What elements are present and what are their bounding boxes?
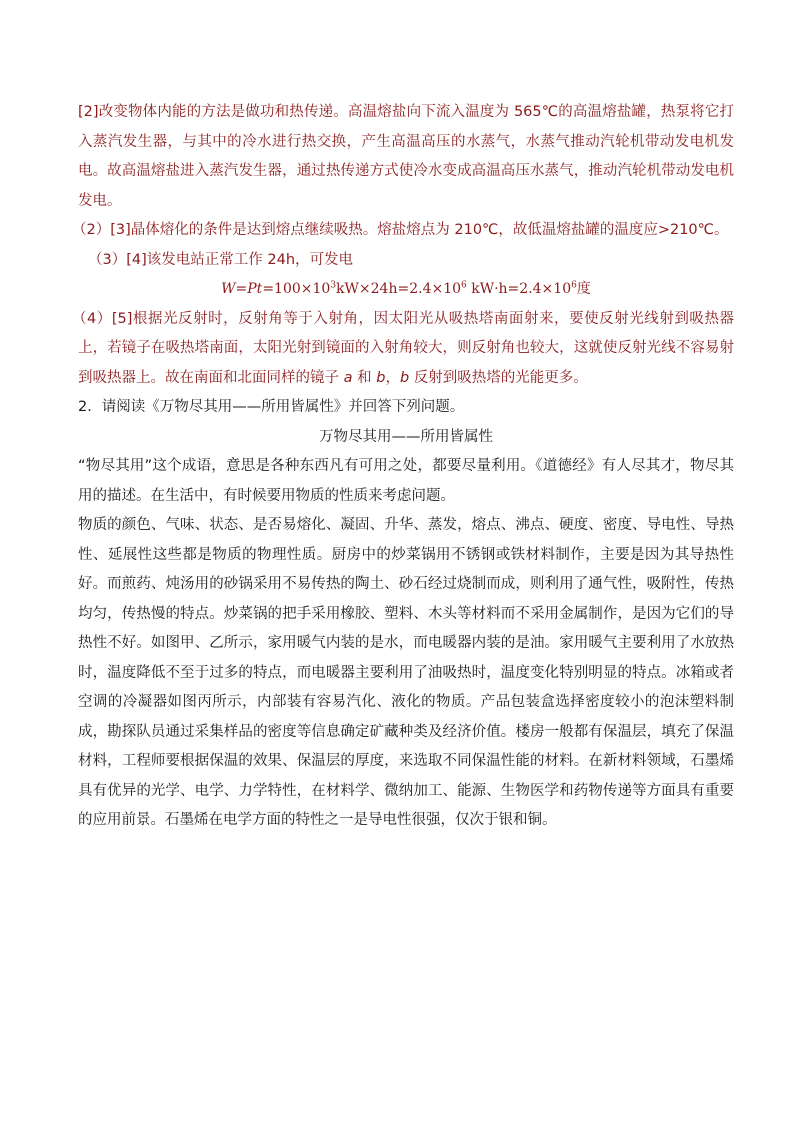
article-paragraph-1: “物尽其用”这个成语，意思是各种东西凡有可用之处，都要尽量利用。《道德经》有人尽其才，物尽其用的描述。在生活中，有时候要用物质的性质来考虑问题。 <box>78 458 734 504</box>
mirror-a-label: a <box>343 369 353 386</box>
answer-paragraph-5 <box>72 305 734 394</box>
answer-paragraph-5-comma: ， <box>385 369 400 386</box>
answer-paragraph-5-text: （4）[5]根据光反射时，反射角等于入射角，因太阳光从吸热塔南面射来，要使反射光线射到吸热器上，若镜子在吸热塔南面，太阳光射到镜面的入射角较大，则反射角也较大，这就使反射光线不容易射到吸热器上。故在南面和北面同样的镜子 <box>72 310 734 386</box>
answer-paragraph-4: （3）[4]该发电站正常工作 24h，可发电 <box>88 251 354 268</box>
page-content <box>72 98 734 836</box>
mirror-b-label: b <box>376 369 386 386</box>
answer-paragraph-5-and: 和 <box>352 369 377 386</box>
formula-part1: =100×10 <box>262 281 331 297</box>
formula-part2: kW×24h=2.4×10 <box>336 281 462 297</box>
formula-part3: kW·h=2.4×10 <box>466 281 572 297</box>
article-paragraph-2: 物质的颜色、气味、状态、是否易熔化、凝固、升华、蒸发，熔点、沸点、硬度、密度、导电性、导热性、延展性这些都是物质的物理性质。厨房中的炒菜锅用不锈钢或铁材料制作，主要是因为其导热性好。而煎药、炖汤用的砂锅采用不易传热的陶土、砂石经过烧制而成，则利用了通气性，吸附性，传热均匀，传热慢的特点。炒菜锅的把手采用橡胶、塑料、木头等材料而不采用金属制作，是因为它们的导热性不好。如图甲、乙所示，家用暖气内装的是水，而电暖器内装的是油。家用暖气主要利用了水放热时，温度降低不至于过多的特点，而电暖器主要利用了油吸热时，温度变化特别明显的特点。冰箱或者空调的冷凝器如图丙所示，内部装有容易汽化、液化的物质。产品包装盒选择密度较小的泡沫塑料制成，勘探队员通过采集样品的密度等信息确定矿藏种类及经济价值。楼房一般都有保温层，填充了保温材料，工程师要根据保温的效果、保温层的厚度，来选取不同保温性能的材料。在新材料领域，石墨烯具有优异的光学、电学、力学特性，在材料学、微纳加工、能源、生物医学和药物传递等方面具有重要的应用前景。石墨烯在电学方面的特性之一是导电性很强，仅次于银和铜。 <box>78 517 734 828</box>
formula-w-symbol: W <box>221 281 236 297</box>
formula-exp2: 6 <box>461 280 467 291</box>
article-title: 万物尽其用——所用皆属性 <box>319 428 493 445</box>
answer-paragraph-2: [2]改变物体内能的方法是做功和热传递。高温熔盐向下流入温度为 565℃的高温熔盐罐，热泵将它打入蒸汽发生器，与其中的冷水进行热交换，产生高温高压的水蒸气，水蒸气推动汽轮机带动发电机发电。故高温熔盐进入蒸汽发生器，通过热传递方式使冷水变成高温高压水蒸气，推动汽轮机带动发电机发电。 <box>78 104 734 209</box>
formula-pt: Pt <box>247 281 263 297</box>
mirror-b-label-2: b <box>399 369 410 386</box>
answer-paragraph-3: （2）[3]晶体熔化的条件是达到熔点继续吸热。熔盐熔点为 210℃，故低温熔盐罐的温度应>210℃。 <box>72 222 729 238</box>
formula-exp1: 3 <box>330 280 337 291</box>
formula-exp3: 6 <box>571 280 577 291</box>
answer-paragraph-5-end: 反射到吸热塔的光能更多。 <box>409 369 588 386</box>
question-2-prompt: 2．请阅读《万物尽其用——所用皆属性》并回答下列问题。 <box>78 399 465 415</box>
energy-formula <box>78 275 734 305</box>
formula-unit: 度 <box>576 281 591 297</box>
formula-eq1: = <box>235 281 248 297</box>
